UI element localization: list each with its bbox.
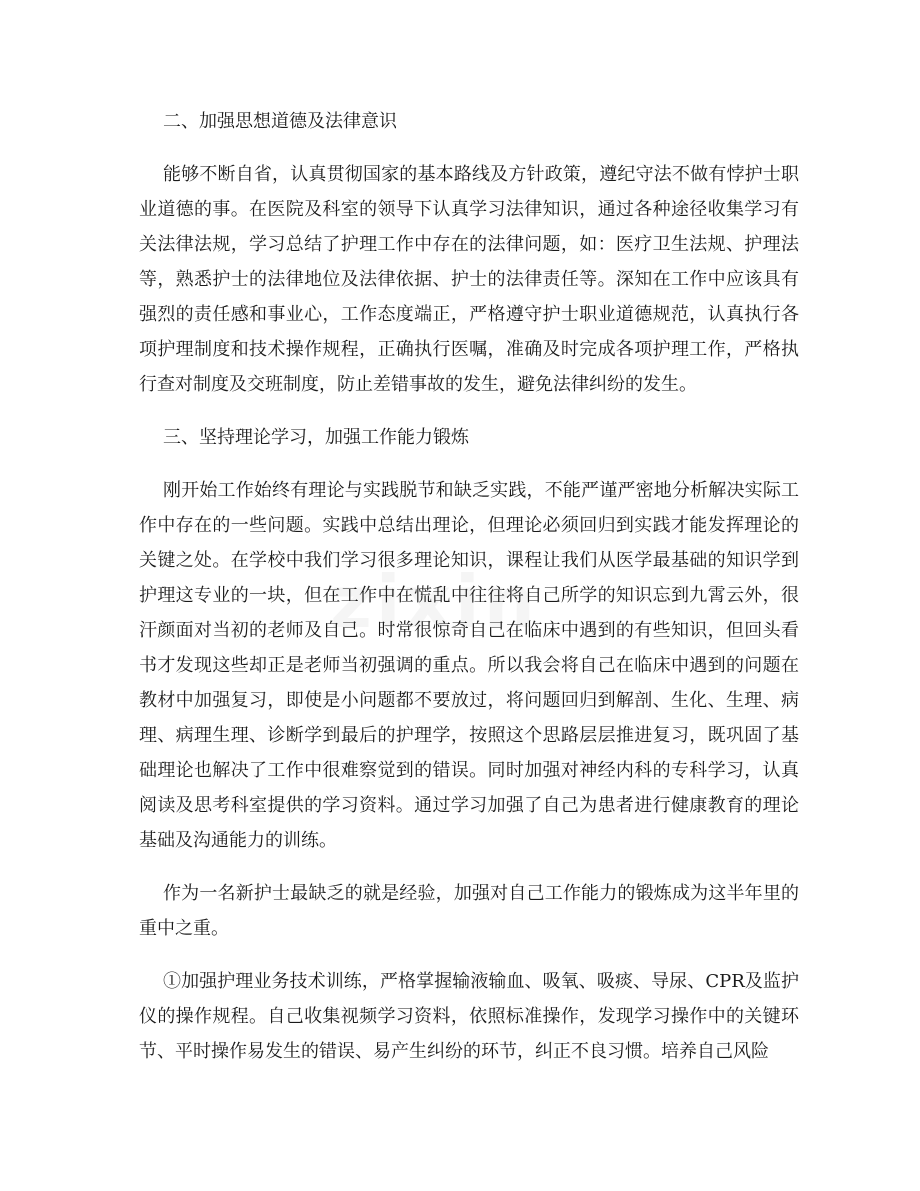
paragraph-theory-study: 刚开始工作始终有理论与实践脱节和缺乏实践，不能严谨严密地分析解决实际工作中存在的一些问题。实践中总结出理论，但理论必须回归到实践才能发挥理论的关键之处。在学校中我们学习很多理论知识，课程让我们从医学最基础的知识学到护理这专业的一块，但在工作中在慌乱中往往将自己所学的知识忘到九霄云外，很汗颜面对当初的老师及自己。时常很惊奇自己在临床中遇到的有些知识，但回头看书才发现这些却正是老师当初强调的重点。所以我会将自己在临床中遇到的问题在教材中加强复习，即使是小问题都不要放过，将问题回归到解剖、生化、生理、病理、病理生理、诊断学到最后的护理学，按照这个思路层层推进复习，既巩固了基础理论也解决了工作中很难察觉到的错误。同时加强对神经内科的专科学习，认真阅读及思考科室提供的学习资料。通过学习加强了自己为患者进行健康教育的理论基础及沟通能力的训练。 — [139, 480, 799, 851]
section-heading-3: 三、坚持理论学习，加强工作能力锻炼 — [163, 427, 469, 448]
section-heading-2: 二、加强思想道德及法律意识 — [163, 111, 397, 132]
paragraph-skill-training: ①加强护理业务技术训练，严格掌握输液输血、吸氧、吸痰、导尿、CPR及监护仪的操作规程。自己收集视频学习资料，依照标准操作，发现学习操作中的关键环节、平时操作易发生的错误、易产生纠纷的环节，纠正不良习惯。培养自己风险 — [139, 971, 799, 1062]
document-body — [139, 104, 799, 1087]
paragraph-experience: 作为一名新护士最缺乏的就是经验，加强对自己工作能力的锻炼成为这半年里的重中之重。 — [139, 883, 799, 939]
paragraph-ethics-law: 能够不断自省，认真贯彻国家的基本路线及方针政策，遵纪守法不做有悖护士职业道德的事。在医院及科室的领导下认真学习法律知识，通过各种途径收集学习有关法律法规，学习总结了护理工作中存在的法律问题，如：医疗卫生法规、护理法等，熟悉护士的法律地位及法律依据、护士的法律责任等。深知在工作中应该具有强烈的责任感和事业心，工作态度端正，严格遵守护士职业道德规范，认真执行各项护理制度和技术操作规程，正确执行医嘱，准确及时完成各项护理工作，严格执行查对制度及交班制度，防止差错事故的发生，避免法律纠纷的发生。 — [139, 164, 799, 395]
